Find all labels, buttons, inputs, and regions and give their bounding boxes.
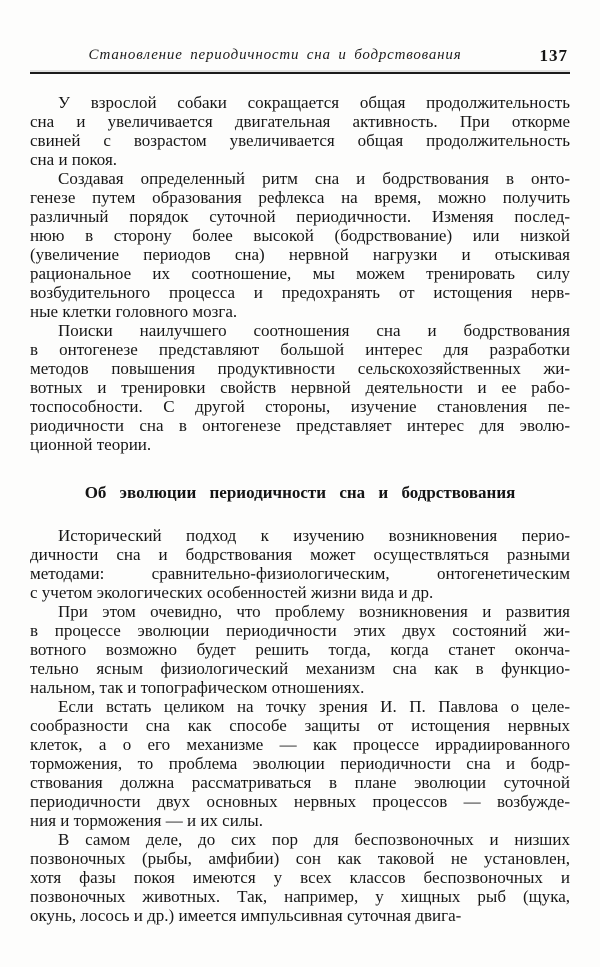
text-line: риодичности сна в онтогенезе представляет интерес для эволю- [30,416,570,435]
text-line: сна и увеличивается двигательная активность. При откорме [30,112,570,131]
text-line: свиней с возрастом увеличивается общая продолжительность [30,131,570,150]
text-line: тельно ясным физиологический механизм сна как в функцио- [30,659,570,678]
text-line: вотного возможно будет решить тогда, когда станет оконча- [30,640,570,659]
text-line: (увеличение периодов сна) нервной нагрузки и отыскивая [30,245,570,264]
paragraph [30,697,570,830]
text-line: различный порядок суточной периодичности. Изменяя послед- [30,207,570,226]
paragraph [30,830,570,925]
text-line: ционной теории. [30,435,152,454]
text-line: генезе путем образования рефлекса на время, можно получить [30,188,570,207]
text-line: позвоночных (рыбы, амфибии) сон как таковой не установлен, [30,849,570,868]
text-line: с учетом экологических особенностей жизни вида и др. [30,583,434,602]
paragraph [30,169,570,321]
text-line: сна и покоя. [30,150,118,169]
text-line: окунь, лосось и др.) имеется импульсивная суточная двига- [30,906,462,925]
text-line: в онтогенезе представляют большой интерес для разработки [30,340,570,359]
running-head [30,47,570,69]
paragraph [30,602,570,697]
running-title: Становление периодичности сна и бодрствования [88,47,462,63]
paragraph [30,526,570,602]
text-line: торможения, то проблема эволюции периодичности сна и бодр- [30,754,570,773]
text-line: методов повышения продуктивности сельскохозяйственных жи- [30,359,570,378]
text-line: сообразности сна как способе защиты от истощения нервных [30,716,570,735]
text-line: нальном, так и топографическом отношениях. [30,678,365,697]
text-line: вотных и тренировки свойств нервной деятельности и ее рабо- [30,378,570,397]
text-line: У взрослой собаки сокращается общая продолжительность [58,93,570,112]
section-heading: Об эволюции периодичности сна и бодрствования [84,483,516,502]
text-line: хотя фазы покоя имеются у всех классов беспозвоночных и [30,868,570,887]
header-rule-divider [30,72,570,74]
book-page [30,0,570,925]
text-line: тоспособности. С другой стороны, изучение становления пе- [30,397,570,416]
text-line: методами: сравнительно-физиологическим, онтогенетическим [30,564,570,583]
text-line: Исторический подход к изучению возникновения перио- [58,526,570,545]
text-line: рациональное их соотношение, мы можем тренировать силу [30,264,570,283]
page-number: 137 [539,46,568,65]
text-line: в процессе эволюции периодичности этих двух состояний жи- [30,621,570,640]
text-line: При этом очевидно, что проблему возникновения и развития [58,602,570,621]
text-line: ствования должна рассматриваться в плане эволюции суточной [30,773,570,792]
text-line: периодичности двух основных нервных процессов — возбужде- [30,792,570,811]
text-line: возбудительного процесса и предохранять от истощения нерв- [30,283,570,302]
text-line: ния и торможения — и их силы. [30,811,263,830]
text-line: ные клетки головного мозга. [30,302,238,321]
text-line: клеток, а о его механизме — как процессе иррадиированного [30,735,570,754]
text-line: Создавая определенный ритм сна и бодрствования в онто- [58,169,570,188]
page-body [30,93,570,925]
paragraph [30,321,570,454]
text-line: Если встать целиком на точку зрения И. П. Павлова о целе- [58,697,570,716]
text-line: нюю в сторону более высокой (бодрствование) или низкой [30,226,570,245]
text-line: позвоночных животных. Так, например, у хищных рыб (щука, [30,887,570,906]
text-line: Поиски наилучшего соотношения сна и бодрствования [58,321,570,340]
text-line: В самом деле, до сих пор для беспозвоночных и низших [58,830,570,849]
text-line: дичности сна и бодрствования может осуществляться разными [30,545,570,564]
paragraph [30,93,570,169]
